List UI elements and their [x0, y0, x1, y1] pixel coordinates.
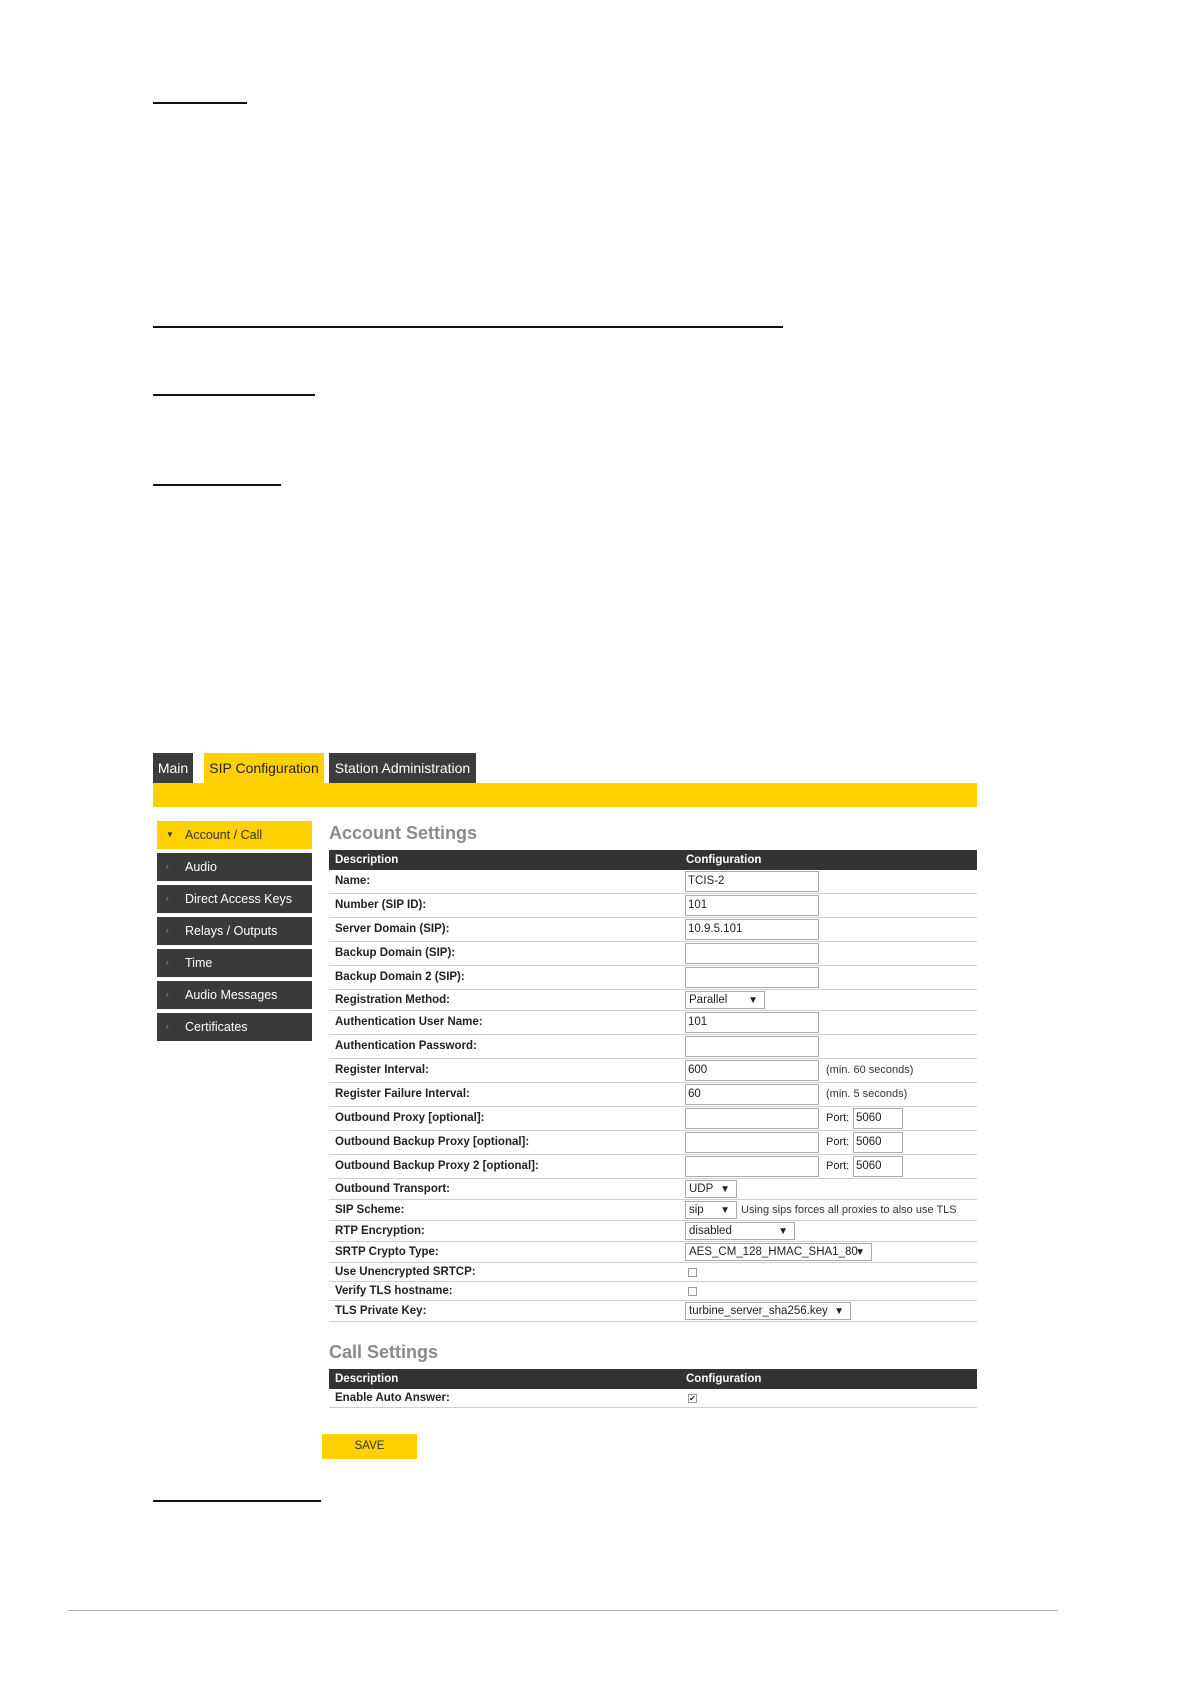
- outbound-backup-proxy-optional-input[interactable]: [685, 1132, 819, 1153]
- table-row: [329, 1301, 977, 1322]
- call-settings-title: Call Settings: [329, 1342, 439, 1362]
- sidebar-item-audio-messages[interactable]: [157, 981, 312, 1009]
- hint-text: (min. 5 seconds): [826, 1088, 908, 1100]
- table-row: [329, 1389, 977, 1408]
- tab-station-administration[interactable]: Station Administration: [329, 753, 476, 783]
- sidebar-item-relays-outputs[interactable]: [157, 917, 312, 945]
- table-row: [329, 1242, 977, 1263]
- sidebar-item-label: Time: [185, 956, 213, 970]
- caret-right-icon: ›: [166, 990, 169, 999]
- row-label-verify-tls-hostname: Verify TLS hostname:: [335, 1285, 453, 1297]
- config-cell: [685, 1179, 977, 1199]
- account-settings-table: [329, 850, 977, 1322]
- config-cell: [685, 1221, 977, 1241]
- table-row: [329, 1179, 977, 1200]
- config-cell: [685, 1389, 977, 1407]
- config-cell: [685, 1011, 977, 1034]
- config-cell: [685, 1282, 977, 1300]
- row-label-outbound-transport: Outbound Transport:: [335, 1183, 450, 1195]
- port-label: Port:: [826, 1112, 850, 1124]
- row-label-outbound-backup-proxy-2-optional: Outbound Backup Proxy 2 [optional]:: [335, 1160, 539, 1172]
- sidebar-item-label: Audio Messages: [185, 988, 278, 1002]
- sidebar-item-label: Audio: [185, 860, 217, 874]
- row-label-srtp-crypto-type: SRTP Crypto Type:: [335, 1246, 439, 1258]
- config-cell: [685, 942, 977, 965]
- register-failure-interval-input[interactable]: 60: [685, 1084, 819, 1105]
- sidebar-item-label: Account / Call: [185, 828, 263, 842]
- dropdown-arrow-icon: ▼: [778, 1226, 788, 1237]
- port-input[interactable]: 5060: [853, 1108, 903, 1129]
- select-value: Parallel: [689, 994, 728, 1006]
- dropdown-arrow-icon: ▼: [748, 995, 758, 1006]
- config-cell: [685, 870, 977, 893]
- dropdown-arrow-icon: ▼: [855, 1247, 865, 1258]
- table-row: [329, 1155, 977, 1179]
- row-label-rtp-encryption: RTP Encryption:: [335, 1225, 425, 1237]
- config-cell: [685, 918, 977, 941]
- sidebar-item-time[interactable]: [157, 949, 312, 977]
- table-row: [329, 1131, 977, 1155]
- dropdown-arrow-icon: ▼: [834, 1306, 844, 1317]
- config-cell: [685, 1301, 977, 1321]
- header-description: Description: [335, 854, 399, 866]
- header-configuration: Configuration: [686, 854, 762, 866]
- sidebar: [157, 821, 312, 1045]
- row-label-authentication-user-name: Authentication User Name:: [335, 1016, 483, 1028]
- table-row: [329, 1107, 977, 1131]
- dropdown-arrow-icon: ▼: [720, 1184, 730, 1195]
- caret-right-icon: ›: [166, 926, 169, 935]
- config-cell: [685, 1263, 977, 1281]
- table-header: [329, 1369, 977, 1389]
- outbound-backup-proxy-2-optional-input[interactable]: [685, 1156, 819, 1177]
- use-unencrypted-srtcp-checkbox[interactable]: [688, 1268, 697, 1277]
- call-settings-table: [329, 1369, 977, 1408]
- table-row: [329, 1221, 977, 1242]
- outbound-proxy-optional-input[interactable]: [685, 1108, 819, 1129]
- sidebar-item-label: Direct Access Keys: [185, 892, 292, 906]
- config-cell: [685, 1131, 977, 1154]
- table-row: [329, 1200, 977, 1221]
- caret-right-icon: ›: [166, 1022, 169, 1031]
- tab-main[interactable]: Main: [153, 753, 193, 783]
- enable-auto-answer-checkbox[interactable]: ✔: [689, 1394, 696, 1403]
- table-row: [329, 942, 977, 966]
- tab-underline-bar: [153, 783, 977, 807]
- hint-text: (min. 60 seconds): [826, 1064, 914, 1076]
- port-input[interactable]: 5060: [853, 1156, 903, 1177]
- table-row: [329, 1011, 977, 1035]
- config-cell: [685, 1107, 977, 1130]
- table-row: [329, 894, 977, 918]
- save-button[interactable]: SAVE: [322, 1434, 417, 1459]
- tls-private-key-select[interactable]: [685, 1302, 851, 1320]
- footer-line: [68, 1610, 1058, 1611]
- hint-text: Using sips forces all proxies to also use TLS: [741, 1204, 957, 1216]
- heading-underline-5: [153, 1500, 321, 1502]
- table-row: [329, 1035, 977, 1059]
- server-domain-sip-input[interactable]: 10.9.5.101: [685, 919, 819, 940]
- table-header: [329, 850, 977, 870]
- table-row: [329, 990, 977, 1011]
- select-value: UDP: [689, 1183, 714, 1195]
- row-label-sip-scheme: SIP Scheme:: [335, 1204, 405, 1216]
- select-value: disabled: [689, 1225, 732, 1237]
- select-value: AES_CM_128_HMAC_SHA1_80: [689, 1246, 858, 1258]
- config-cell: [685, 966, 977, 989]
- caret-right-icon: ›: [166, 958, 169, 967]
- sidebar-item-certificates[interactable]: [157, 1013, 312, 1041]
- backup-domain-2-sip-input[interactable]: [685, 967, 819, 988]
- authentication-password-input[interactable]: [685, 1036, 819, 1057]
- select-value: sip: [689, 1204, 704, 1216]
- row-label-outbound-proxy-optional: Outbound Proxy [optional]:: [335, 1112, 485, 1124]
- table-row: [329, 966, 977, 990]
- table-row: [329, 870, 977, 894]
- account-settings-title: Account Settings: [329, 823, 478, 843]
- header-configuration: Configuration: [686, 1373, 762, 1385]
- rtp-encryption-select[interactable]: [685, 1222, 795, 1240]
- select-value: turbine_server_sha256.key: [689, 1305, 828, 1317]
- name-input[interactable]: TCIS-2: [685, 871, 819, 892]
- row-label-backup-domain-sip: Backup Domain (SIP):: [335, 947, 456, 959]
- srtp-crypto-type-select[interactable]: [685, 1243, 872, 1261]
- config-cell: [685, 1035, 977, 1058]
- sidebar-item-account-call[interactable]: [157, 821, 312, 849]
- tab-sip-configuration[interactable]: SIP Configuration: [204, 753, 324, 783]
- registration-method-select[interactable]: [685, 991, 765, 1009]
- table-row: [329, 1083, 977, 1107]
- caret-right-icon: ›: [166, 894, 169, 903]
- header-description: Description: [335, 1373, 399, 1385]
- config-cell: [685, 1059, 977, 1082]
- row-label-number-sip-id: Number (SIP ID):: [335, 899, 427, 911]
- outbound-transport-select[interactable]: [685, 1180, 737, 1198]
- table-row: [329, 918, 977, 942]
- table-row: [329, 1263, 977, 1282]
- heading-underline-2: [153, 326, 783, 328]
- row-label-server-domain-sip: Server Domain (SIP):: [335, 923, 450, 935]
- port-label: Port:: [826, 1160, 850, 1172]
- table-row: [329, 1059, 977, 1083]
- row-label-enable-auto-answer: Enable Auto Answer:: [335, 1392, 450, 1404]
- row-label-use-unencrypted-srtcp: Use Unencrypted SRTCP:: [335, 1266, 476, 1278]
- sidebar-item-audio[interactable]: [157, 853, 312, 881]
- sidebar-item-label: Relays / Outputs: [185, 924, 278, 938]
- port-label: Port:: [826, 1136, 850, 1148]
- config-cell: [685, 990, 977, 1010]
- heading-underline-1: [153, 102, 247, 104]
- caret-down-icon: ▼: [166, 830, 174, 839]
- number-sip-id-input[interactable]: 101: [685, 895, 819, 916]
- sip-scheme-select[interactable]: [685, 1201, 737, 1219]
- row-label-outbound-backup-proxy-optional: Outbound Backup Proxy [optional]:: [335, 1136, 530, 1148]
- heading-underline-3: [153, 394, 315, 396]
- port-input[interactable]: 5060: [853, 1132, 903, 1153]
- config-cell: [685, 1155, 977, 1178]
- sidebar-item-direct-access-keys[interactable]: [157, 885, 312, 913]
- dropdown-arrow-icon: ▼: [720, 1205, 730, 1216]
- authentication-user-name-input[interactable]: 101: [685, 1012, 819, 1033]
- config-cell: [685, 1200, 977, 1220]
- config-cell: [685, 1242, 977, 1262]
- row-label-authentication-password: Authentication Password:: [335, 1040, 477, 1052]
- heading-underline-4: [153, 484, 281, 486]
- row-label-tls-private-key: TLS Private Key:: [335, 1305, 427, 1317]
- config-cell: [685, 1083, 977, 1106]
- row-label-name: Name:: [335, 875, 371, 887]
- caret-right-icon: ›: [166, 862, 169, 871]
- register-interval-input[interactable]: 600: [685, 1060, 819, 1081]
- row-label-register-failure-interval: Register Failure Interval:: [335, 1088, 470, 1100]
- row-label-registration-method: Registration Method:: [335, 994, 450, 1006]
- config-cell: [685, 894, 977, 917]
- backup-domain-sip-input[interactable]: [685, 943, 819, 964]
- verify-tls-hostname-checkbox[interactable]: [688, 1287, 697, 1296]
- row-label-register-interval: Register Interval:: [335, 1064, 429, 1076]
- table-row: [329, 1282, 977, 1301]
- row-label-backup-domain-2-sip: Backup Domain 2 (SIP):: [335, 971, 465, 983]
- sidebar-item-label: Certificates: [185, 1020, 248, 1034]
